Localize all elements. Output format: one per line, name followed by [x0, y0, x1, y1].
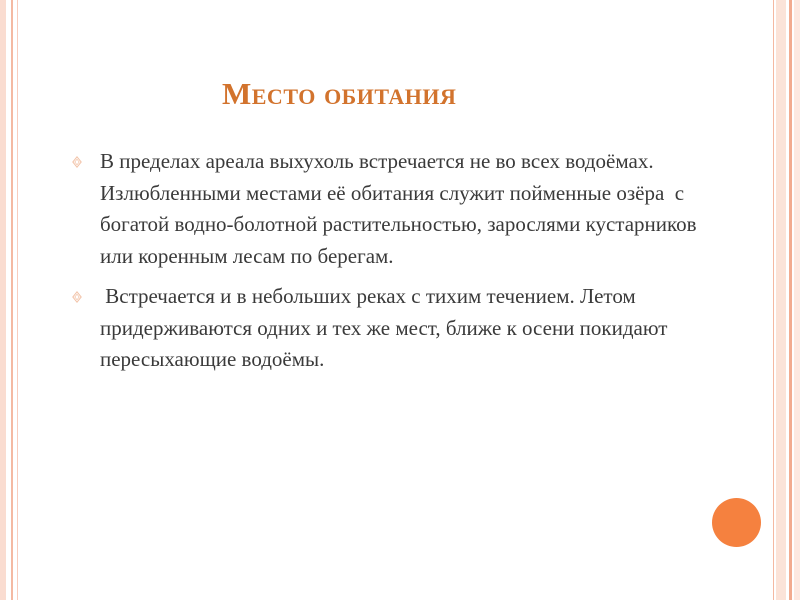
left-border-thin-line	[17, 0, 18, 600]
decorative-circle	[712, 498, 761, 547]
right-border-thin-line	[773, 0, 774, 600]
bullet-text: В пределах ареала выхухоль встречается не во всех водоёмах. Излюбленными местами её обитания служит пойменные озёра с богатой водно-болотной растительностью, зарослями кустарников или коренным лесам по берегам.	[100, 149, 702, 268]
outline-diamond-bullet-icon	[72, 156, 82, 168]
left-border-line	[11, 0, 13, 600]
left-border-band	[0, 0, 6, 600]
outline-diamond-bullet-icon	[72, 291, 82, 303]
bullet-item	[72, 146, 712, 272]
bullet-item	[72, 281, 712, 376]
right-border-band	[776, 0, 786, 600]
right-border-outer-band	[794, 0, 800, 600]
bullet-list	[72, 146, 712, 385]
slide-title: Место обитания	[222, 76, 457, 111]
bullet-text: Встречается и в небольших реках с тихим течением. Летом придерживаются одних и тех же мест, ближе к осени покидают пересыхающие водоёмы.	[100, 284, 673, 371]
right-border-line	[789, 0, 792, 600]
